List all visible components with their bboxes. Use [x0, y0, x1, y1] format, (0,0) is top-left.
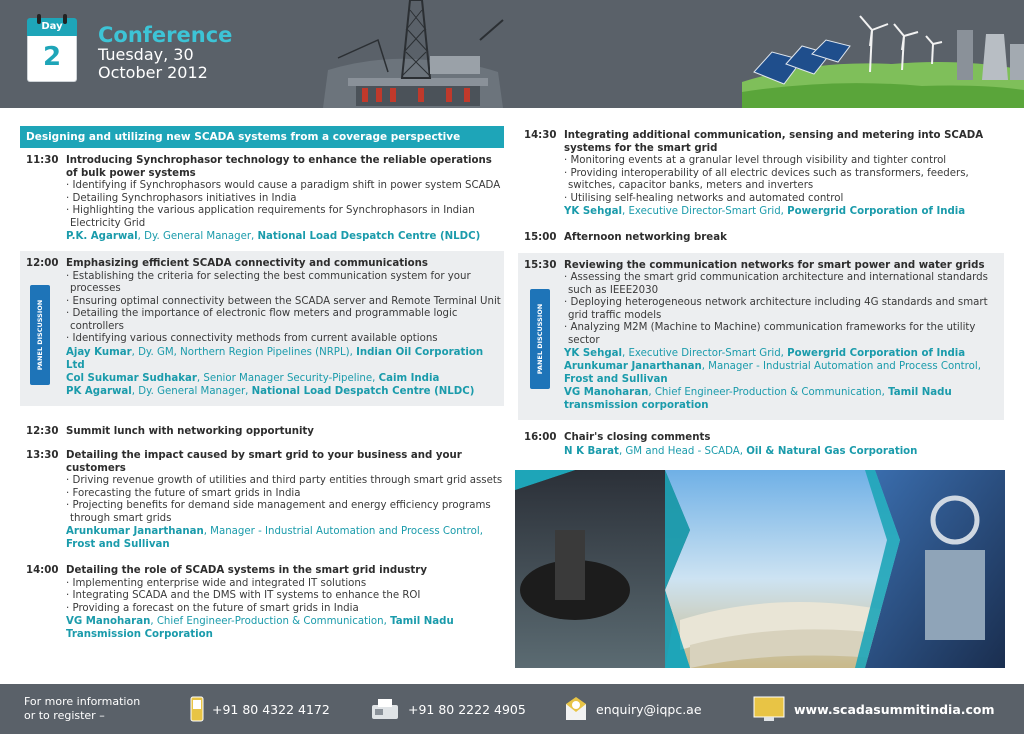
bullet-item: · Highlighting the various application requirements for Synchrophasors in Indian Electricity Grid	[66, 205, 504, 230]
panel-session-box	[20, 251, 504, 406]
bullet-item: · Forecasting the future of smart grids in India	[66, 488, 504, 501]
bullet-item: · Providing a forecast on the future of smart grids in India	[66, 603, 504, 616]
day-number: 2	[27, 36, 77, 82]
session-title: Introducing Synchrophasor technology to enhance the reliable operations of bulk power systems	[66, 155, 492, 179]
industrial-photo-collage	[515, 470, 1005, 668]
session-time: 12:00	[26, 258, 59, 269]
bullet-item: · Monitoring events at a granular level through visibility and tighter control	[564, 155, 1004, 168]
fax-icon	[370, 697, 400, 721]
bullet-item: · Integrating SCADA and the DMS with IT systems to enhance the ROI	[66, 590, 504, 603]
bullet-item: · Implementing enterprise wide and integrated IT solutions	[66, 578, 504, 591]
session-1600	[518, 432, 1004, 458]
email-address: enquiry@iqpc.ae	[596, 701, 702, 717]
speaker: YK Sehgal, Executive Director-Smart Grid, Powergrid Corporation of India	[564, 206, 966, 217]
session-title: Chair's closing comments	[564, 432, 711, 443]
bullet-item: · Deploying heterogeneous network architecture including 4G standards and smart grid traffic models	[564, 297, 1004, 322]
session-1200	[20, 258, 504, 398]
header-date: Tuesday, 30 October 2012	[98, 45, 208, 82]
panel-session-box	[518, 253, 1004, 421]
session-title: Detailing the impact caused by smart grid to your business and your customers	[66, 450, 462, 474]
speaker: Ajay Kumar, Dy. GM, Northern Region Pipelines (NRPL), Indian Oil Corporation Ltd	[66, 346, 484, 371]
renewable-landscape-illustration	[742, 0, 1024, 108]
bullet-item: · Driving revenue growth of utilities and third party entities through smart grid assets	[66, 475, 504, 488]
speaker: N K Barat, GM and Head - SCADA, Oil & Natural Gas Corporation	[564, 445, 918, 457]
bullet-item: · Detailing the importance of electronic flow meters and programmable logic controllers	[66, 308, 504, 333]
left-column	[20, 126, 504, 641]
speaker: VG Manoharan, Chief Engineer-Production & Communication, Tamil Nadu Transmission Corporation	[66, 616, 454, 640]
oil-rig-illustration	[318, 0, 508, 108]
speaker: PK Agarwal, Dy. General Manager, National Load Despatch Centre (NLDC)	[66, 385, 475, 397]
bullet-item: · Detailing Synchrophasors initiatives in India	[66, 193, 504, 206]
phone-number: +91 80 4322 4172	[212, 701, 330, 717]
bullet-item: · Assessing the smart grid communication architecture and international standards such as IEEE2030	[564, 272, 1004, 297]
session-time: 13:30	[26, 450, 59, 461]
email-contact[interactable]	[564, 684, 702, 734]
bullet-item: · Projecting benefits for demand side management and energy efficiency programs through smart grids	[66, 500, 504, 525]
session-1430	[518, 130, 1004, 218]
right-column	[518, 128, 1004, 458]
session-time: 15:30	[524, 259, 557, 271]
bullet-item: · Providing interoperability of all electric devices such as transformers, feeders, switches, capacitor banks, meters and inverters	[564, 168, 1004, 193]
page-footer	[0, 684, 1024, 734]
calendar-icon	[27, 18, 77, 82]
day-label: Day	[27, 18, 77, 36]
panel-discussion-badge: PANEL DISCUSSION	[30, 285, 50, 385]
bullet-item: · Identifying various connectivity methods from current available options	[66, 333, 504, 346]
session-1530	[518, 260, 1004, 413]
session-title: Detailing the role of SCADA systems in the smart grid industry	[66, 565, 427, 576]
session-time: 15:00	[524, 232, 557, 243]
session-title: Emphasizing efficient SCADA connectivity and communications	[66, 258, 428, 269]
header-title: Conference	[98, 23, 233, 47]
speaker: Arunkumar Janarthanan, Manager - Industrial Automation and Process Control, Frost and Sullivan	[564, 361, 981, 385]
speaker: P.K. Agarwal, Dy. General Manager, National Load Despatch Centre (NLDC)	[66, 231, 481, 242]
section-title: Designing and utilizing new SCADA systems from a coverage perspective	[20, 126, 504, 148]
session-time: 14:00	[26, 565, 59, 576]
phone-contact[interactable]	[190, 684, 330, 734]
phone-icon	[190, 696, 204, 722]
session-title: Afternoon networking break	[564, 232, 727, 243]
speaker: VG Manoharan, Chief Engineer-Production & Communication, Tamil Nadu transmission corporation	[564, 387, 952, 411]
session-1330	[20, 450, 504, 551]
session-time: 16:00	[524, 432, 557, 443]
session-title: Reviewing the communication networks for smart power and water grids	[564, 259, 985, 271]
footer-info: For more information or to register –	[24, 695, 141, 722]
session-1230	[20, 426, 504, 439]
speaker: Col Sukumar Sudhakar, Senior Manager Security-Pipeline, Caim India	[66, 372, 440, 384]
session-1130	[20, 155, 504, 243]
session-title: Integrating additional communication, sensing and metering into SCADA systems for the smart grid	[564, 130, 984, 154]
session-1500	[518, 232, 1004, 245]
session-time: 12:30	[26, 425, 59, 437]
bullet-item: · Analyzing M2M (Machine to Machine) communication frameworks for the utility sector	[564, 322, 1004, 347]
session-1400	[20, 565, 504, 641]
website-url: www.scadasummitindia.com	[794, 701, 995, 717]
bullet-item: · Ensuring optimal connectivity between the SCADA server and Remote Terminal Unit	[66, 296, 504, 309]
session-time: 14:30	[524, 130, 557, 141]
email-icon	[564, 696, 588, 722]
fax-number: +91 80 2222 4905	[408, 701, 526, 717]
session-time: 11:30	[26, 155, 59, 166]
bullet-item: · Identifying if Synchrophasors would cause a paradigm shift in power system SCADA	[66, 180, 504, 193]
website-link[interactable]	[752, 684, 995, 734]
fax-contact[interactable]	[370, 684, 526, 734]
panel-discussion-badge: PANEL DISCUSSION	[530, 289, 550, 389]
speaker: Arunkumar Janarthanan, Manager - Industrial Automation and Process Control, Frost and Sullivan	[66, 526, 483, 550]
website-icon	[752, 695, 786, 723]
page-header	[0, 0, 1024, 108]
bullet-item: · Establishing the criteria for selecting the best communication system for your processes	[66, 271, 504, 296]
bullet-item: · Utilising self-healing networks and automated control	[564, 193, 1004, 206]
speaker: YK Sehgal, Executive Director-Smart Grid, Powergrid Corporation of India	[564, 348, 966, 359]
session-title: Summit lunch with networking opportunity	[66, 425, 314, 437]
